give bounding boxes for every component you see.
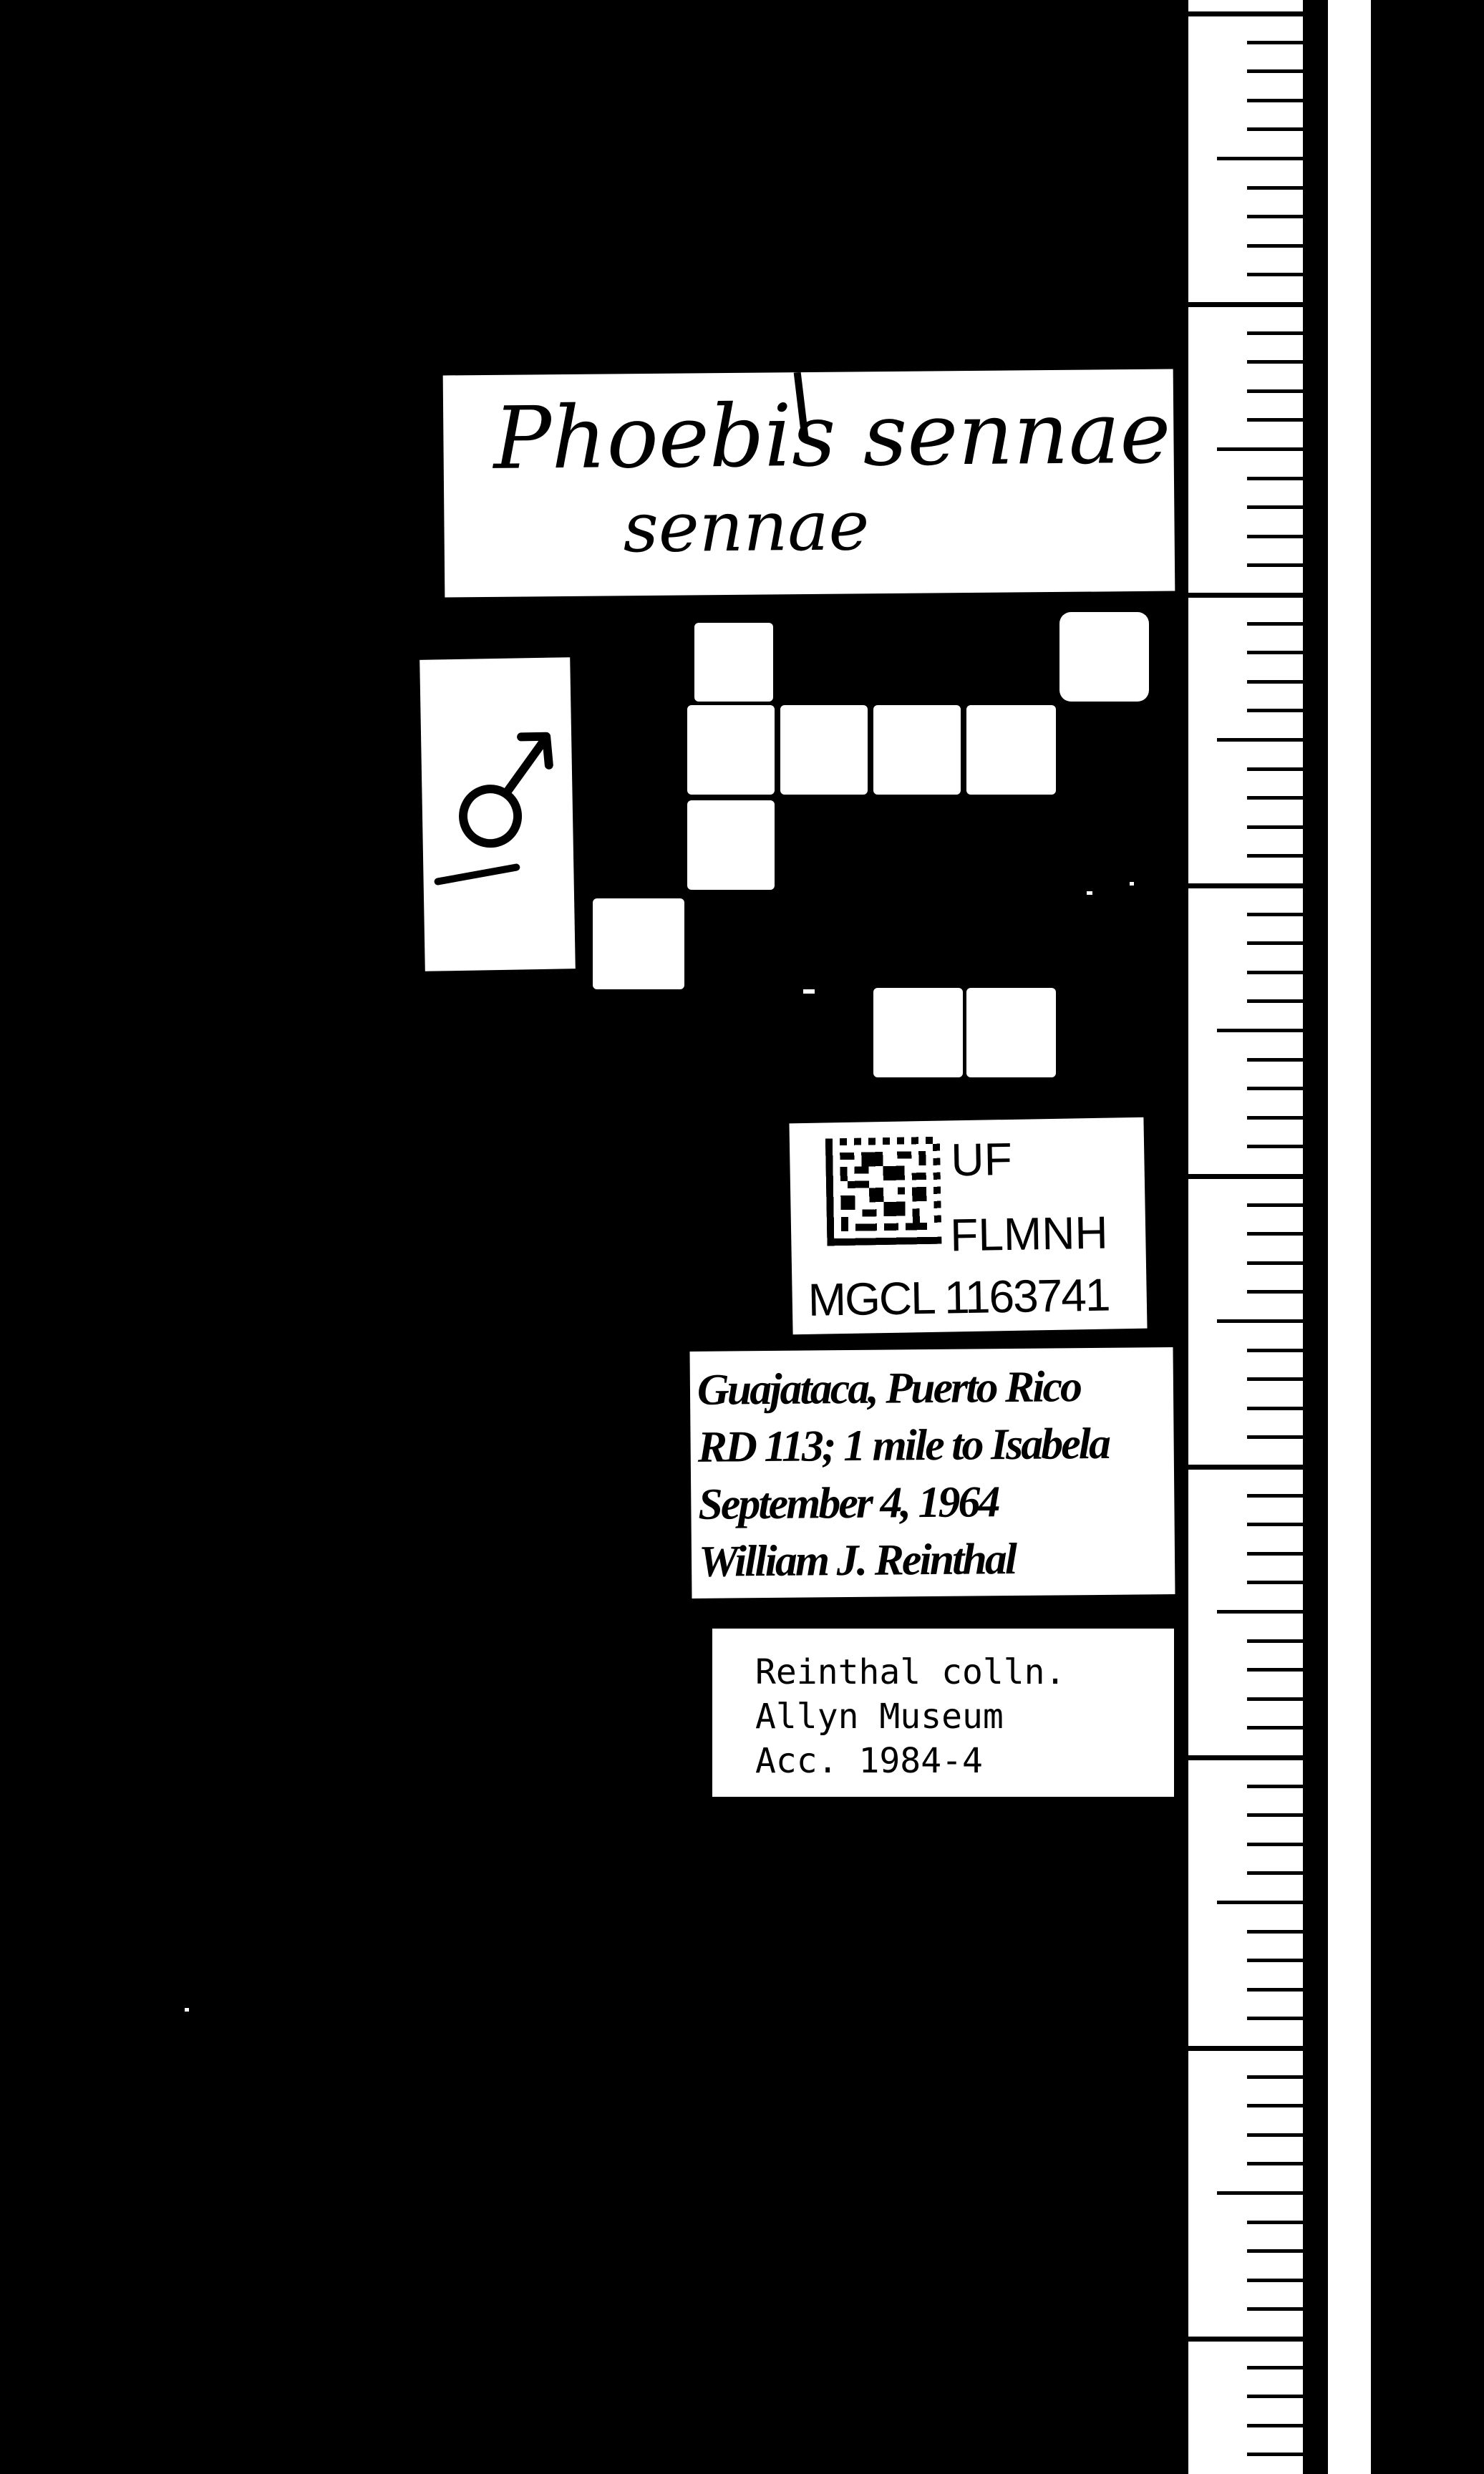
ruler-tick [1247, 1639, 1303, 1643]
ruler-tick [1217, 1610, 1303, 1614]
ruler-scale-strip [1188, 0, 1303, 2474]
ruler-tick [1247, 1668, 1303, 1672]
institution-long: FLMNH [949, 1206, 1109, 1261]
ruler-tick [1247, 127, 1303, 131]
ruler-tick [1247, 1087, 1303, 1090]
ruler-tick [1188, 2337, 1303, 2342]
ruler-tick [1247, 1116, 1303, 1120]
ruler-tick [1247, 2366, 1303, 2369]
ruler-tick [1247, 1407, 1303, 1410]
wing-outline [1403, 430, 1484, 931]
ruler-tick [1247, 2307, 1303, 2311]
datamatrix-icon [825, 1137, 942, 1246]
museum-line: Allyn Museum [755, 1697, 1004, 1737]
ruler-tick [1247, 535, 1303, 538]
ruler-tick [1247, 941, 1303, 945]
ruler-tick [1247, 1843, 1303, 1846]
ruler-tick [1247, 2075, 1303, 2079]
accession-label [712, 1629, 1174, 1797]
sex-label [420, 657, 576, 971]
ruler-tick [1247, 186, 1303, 190]
ruler-tick [1247, 2279, 1303, 2282]
ruler-tick [1247, 1232, 1303, 1236]
color-square [780, 705, 868, 795]
ruler-tick [1188, 11, 1303, 16]
ruler-tick [1247, 331, 1303, 335]
ruler-tick [1217, 738, 1303, 742]
color-square [687, 800, 775, 890]
ruler-tick [1247, 1203, 1303, 1207]
ruler-tick [1188, 1174, 1303, 1179]
ruler-tick [1188, 593, 1303, 598]
ruler-tick [1247, 767, 1303, 771]
ruler-tick [1247, 1871, 1303, 1875]
subspecies-name: sennae [623, 485, 870, 568]
ruler-tick [1247, 651, 1303, 654]
ruler-tick [1247, 1261, 1303, 1265]
ruler-tick [1247, 1552, 1303, 1556]
ruler-edge-strip [1328, 0, 1371, 2474]
accession-line: Acc. 1984-4 [755, 1741, 983, 1781]
ruler-tick [1247, 796, 1303, 800]
ruler-tick [1247, 563, 1303, 567]
ruler-tick [1247, 2221, 1303, 2224]
ruler-tick [1247, 2424, 1303, 2427]
ruler-tick [1247, 999, 1303, 1003]
ruler-tick [1247, 1377, 1303, 1381]
road-line: RD 113; 1 mile to Isabela [697, 1419, 1110, 1472]
color-square [966, 988, 1056, 1077]
speck [1087, 891, 1092, 895]
ruler-tick [1247, 215, 1303, 218]
ruler-tick [1247, 2249, 1303, 2253]
ruler-tick [1247, 1494, 1303, 1498]
ruler-tick [1247, 2162, 1303, 2165]
color-square [694, 623, 773, 702]
color-square [966, 705, 1056, 795]
date-line: September 4, 1964 [698, 1478, 999, 1529]
ruler-tick [1247, 1145, 1303, 1148]
ruler-tick [1247, 854, 1303, 858]
ruler-tick [1247, 418, 1303, 422]
speck [1130, 882, 1134, 886]
ruler-tick [1247, 1523, 1303, 1526]
locality-label [690, 1347, 1175, 1599]
ruler-tick [1247, 1290, 1303, 1294]
ruler-tick [1247, 622, 1303, 626]
ruler-tick [1247, 477, 1303, 480]
ruler-tick [1247, 2395, 1303, 2398]
ruler-tick [1247, 41, 1303, 44]
ruler-tick [1188, 883, 1303, 888]
ruler-spine [1303, 0, 1311, 2474]
speck [185, 2008, 189, 2012]
scale-ruler [1185, 0, 1392, 2474]
locality-line: Guajataca, Puerto Rico [697, 1362, 1081, 1415]
ruler-tick [1247, 1988, 1303, 1992]
ruler-tick [1247, 1697, 1303, 1701]
ruler-tick [1247, 244, 1303, 248]
ruler-tick [1247, 360, 1303, 364]
species-name: Phoebis sennae [493, 383, 1171, 489]
speck [803, 989, 815, 994]
ruler-tick [1247, 1435, 1303, 1439]
ruler-tick [1247, 1726, 1303, 1730]
catalog-number: MGCL 1163741 [808, 1268, 1110, 1326]
ruler-tick [1247, 680, 1303, 684]
catalog-label [789, 1117, 1147, 1335]
ruler-tick [1217, 1029, 1303, 1032]
ruler-tick [1217, 2191, 1303, 2195]
species-label [443, 369, 1175, 598]
ruler-tick [1247, 389, 1303, 393]
ruler-tick [1247, 505, 1303, 509]
ruler-tick [1247, 1058, 1303, 1062]
ruler-tick [1247, 709, 1303, 712]
ruler-tick [1247, 1813, 1303, 1817]
ruler-tick [1247, 2104, 1303, 2107]
ruler-tick [1217, 1319, 1303, 1323]
ruler-tick [1247, 273, 1303, 276]
color-square [873, 988, 963, 1077]
ruler-tick [1188, 302, 1303, 307]
color-square [593, 898, 684, 989]
ruler-tick [1247, 1930, 1303, 1934]
ruler-tick [1247, 1785, 1303, 1788]
ruler-tick [1217, 157, 1303, 160]
ruler-tick [1247, 913, 1303, 916]
ruler-tick [1247, 2453, 1303, 2456]
institution-short: UF [950, 1132, 1013, 1186]
ruler-tick [1247, 825, 1303, 829]
ruler-tick [1217, 1901, 1303, 1904]
ruler-tick [1247, 2017, 1303, 2020]
ruler-tick [1188, 1465, 1303, 1470]
ruler-tick [1247, 69, 1303, 73]
color-square [687, 705, 775, 795]
ruler-tick [1188, 1755, 1303, 1760]
ruler-tick [1247, 1349, 1303, 1352]
ruler-tick [1247, 1959, 1303, 1962]
ruler-tick [1247, 1581, 1303, 1584]
ruler-tick [1247, 2133, 1303, 2137]
collector-line: William J. Reinthal [698, 1534, 1016, 1586]
collection-line: Reinthal colln. [755, 1652, 1066, 1692]
ruler-tick [1188, 2046, 1303, 2051]
male-symbol-icon [420, 657, 576, 971]
ruler-tick [1247, 99, 1303, 102]
color-square [1059, 612, 1149, 702]
ruler-tick [1217, 447, 1303, 451]
color-square [873, 705, 961, 795]
ruler-tick [1247, 971, 1303, 974]
